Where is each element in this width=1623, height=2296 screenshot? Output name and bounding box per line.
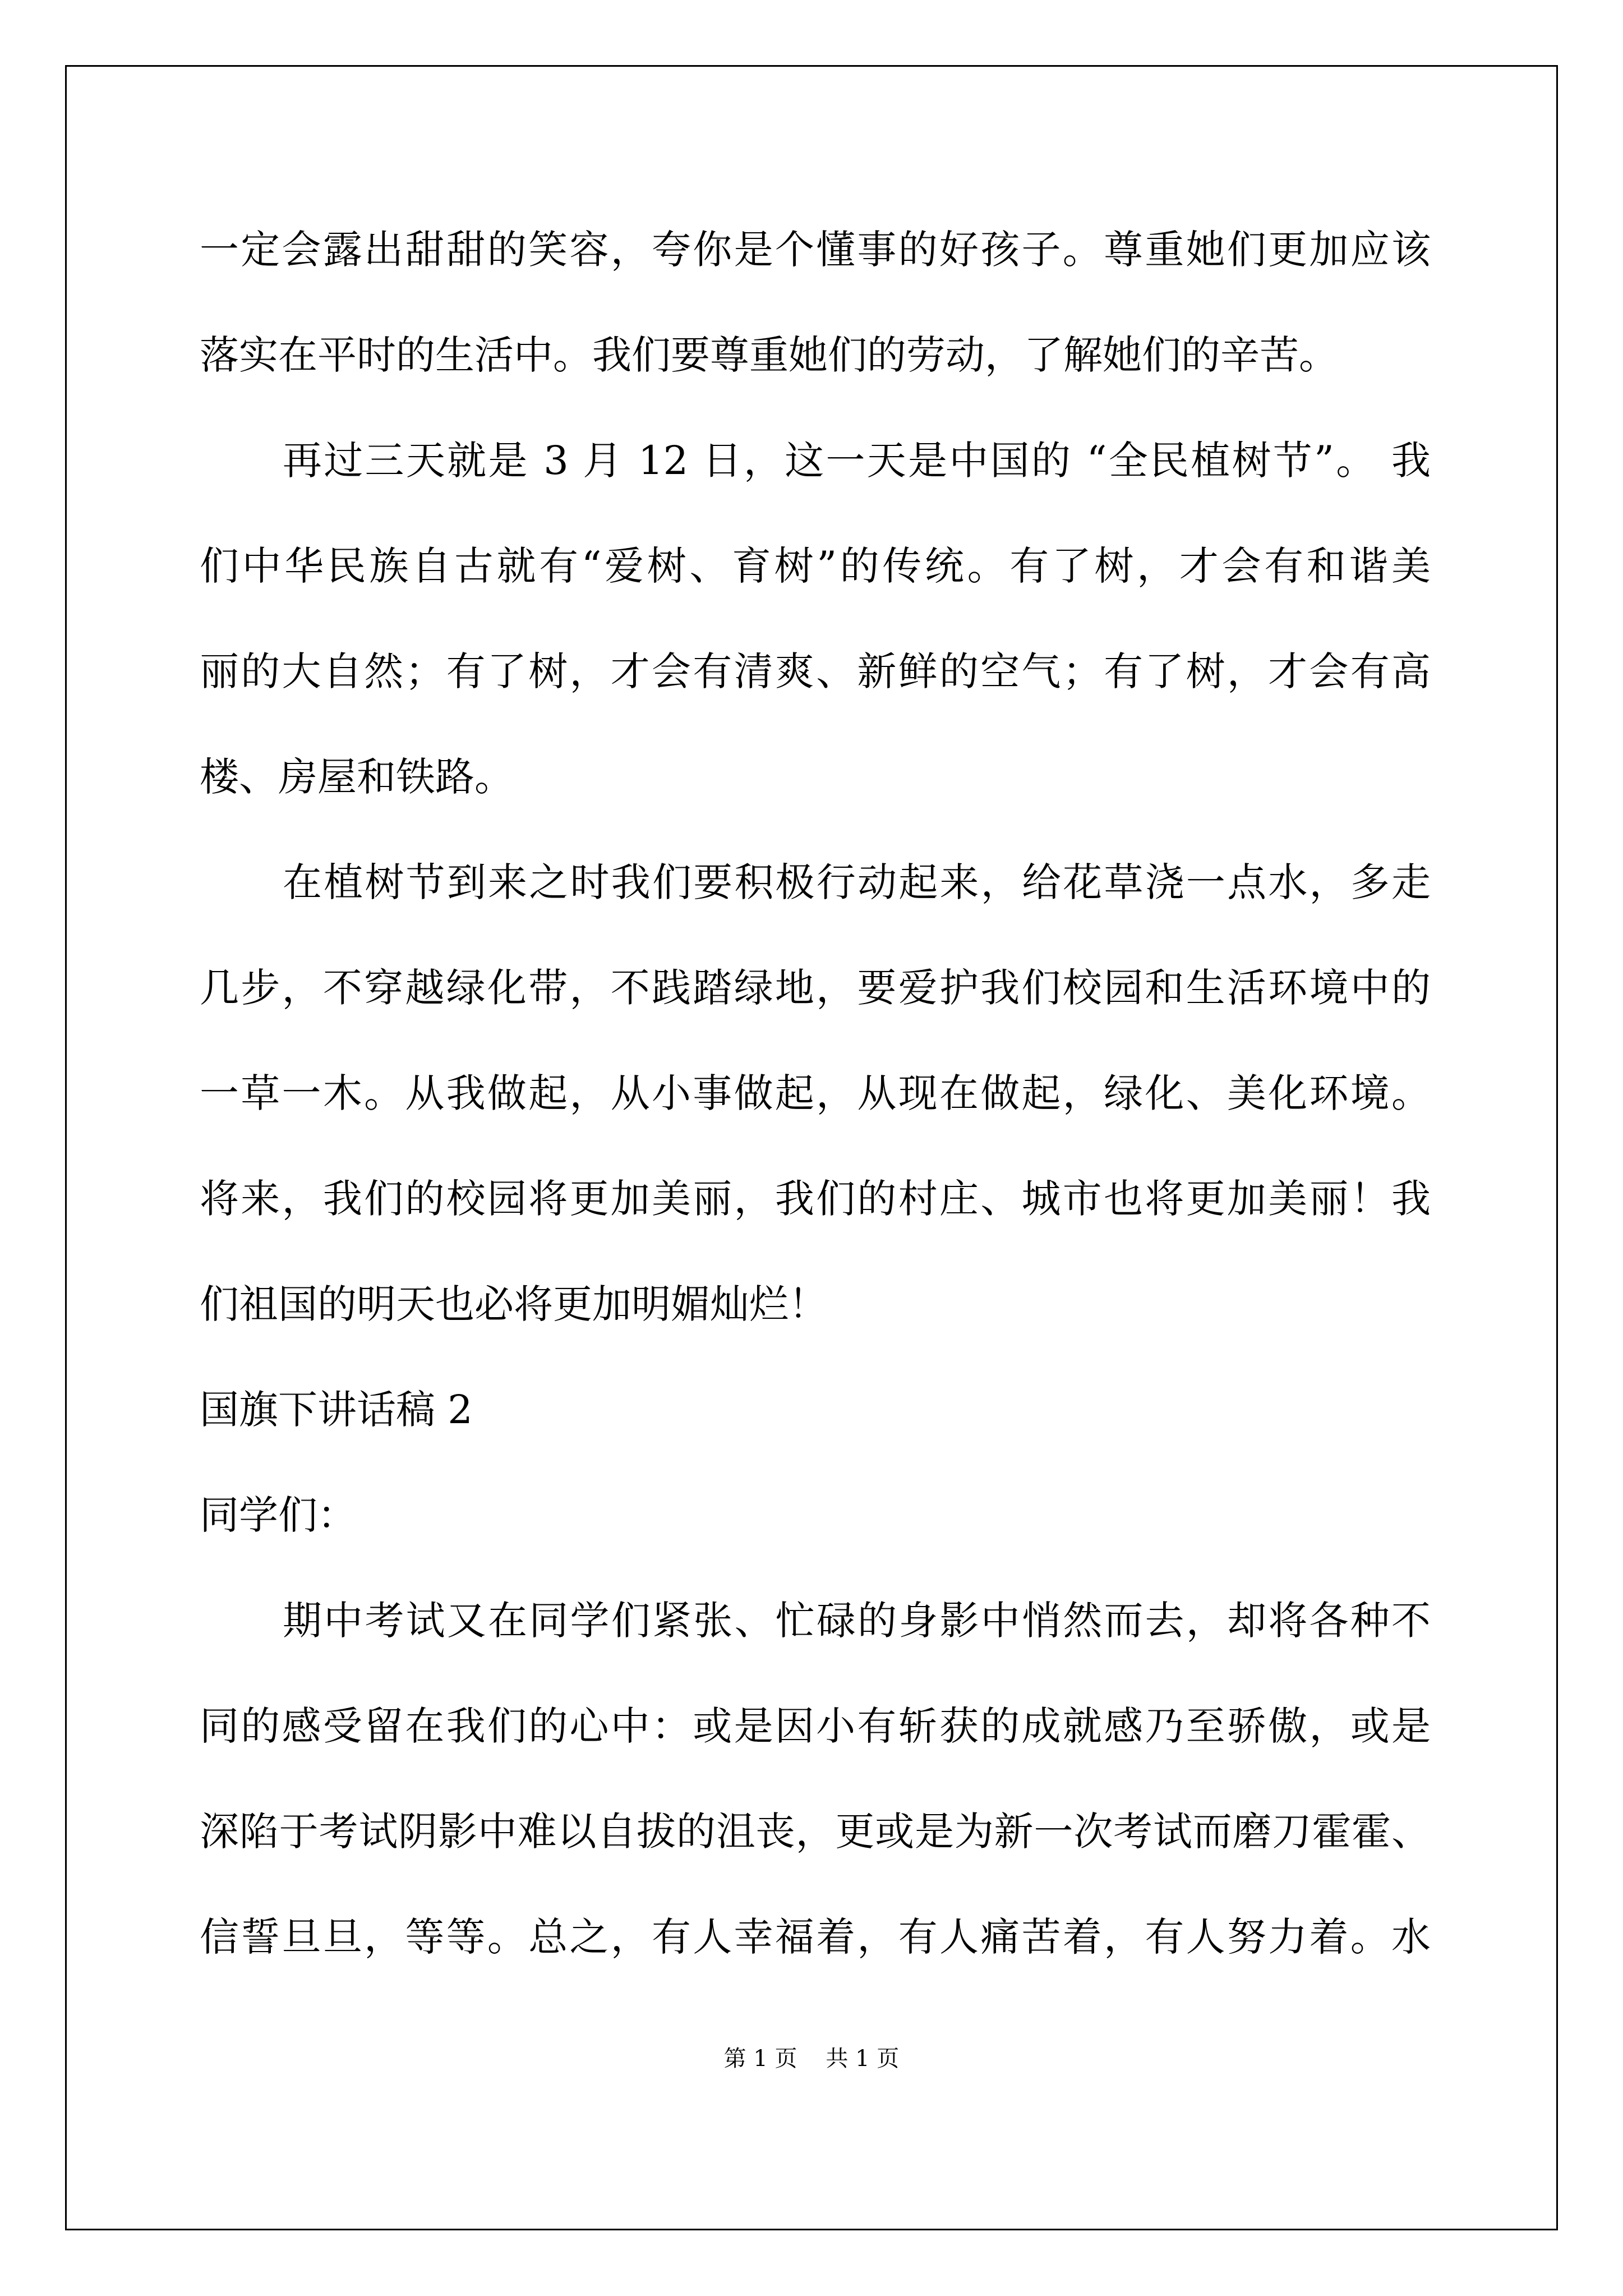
text-line: 们祖国的明天也必将更加明媚灿烂！	[200, 1281, 828, 1327]
paragraph-first-line: 在植树节到来之时我们要积极行动起来，给花草浇一点水，多走	[283, 859, 1431, 905]
text-line: 丽的大自然；有了树，才会有清爽、新鲜的空气；有了树，才会有高	[200, 648, 1431, 694]
text-line: 几步，不穿越绿化带，不践踏绿地，要爱护我们校园和生活环境中的	[200, 965, 1431, 1011]
salutation: 同学们：	[200, 1492, 357, 1538]
text-line: 深陷于考试阴影中难以自拔的沮丧，更或是为新一次考试而磨刀霍霍、	[200, 1809, 1431, 1855]
page-border	[65, 65, 1558, 2230]
text-line: 落实在平时的生活中。我们要尊重她们的劳动，了解她们的辛苦。	[200, 332, 1338, 378]
text-line: 信誓旦旦，等等。总之，有人幸福着，有人痛苦着，有人努力着。水	[200, 1914, 1431, 1960]
text-line: 楼、房屋和铁路。	[200, 754, 514, 800]
text-line: 同的感受留在我们的心中：或是因小有斩获的成就感乃至骄傲，或是	[200, 1703, 1431, 1749]
text-line: 一定会露出甜甜的笑容，夸你是个懂事的好孩子。尊重她们更加应该	[200, 227, 1431, 273]
paragraph-first-line: 期中考试又在同学们紧张、忙碌的身影中悄然而去，却将各种不	[283, 1598, 1431, 1644]
text-line: 们中华民族自古就有“爱树、育树”的传统。有了树，才会有和谐美	[200, 543, 1431, 589]
page-footer	[0, 2042, 1623, 2076]
paragraph-first-line: 再过三天就是 3 月 12 日，这一天是中国的 “全民植树节”。 我	[283, 438, 1431, 484]
section-title: 国旗下讲话稿 2	[200, 1387, 473, 1433]
text-line: 一草一木。从我做起，从小事做起，从现在做起，绿化、美化环境。	[200, 1070, 1431, 1116]
text-line: 将来，我们的校园将更加美丽，我们的村庄、城市也将更加美丽！我	[200, 1176, 1431, 1222]
page-number: 第 1 页	[723, 2046, 797, 2072]
page-total: 共 1 页	[826, 2046, 900, 2072]
